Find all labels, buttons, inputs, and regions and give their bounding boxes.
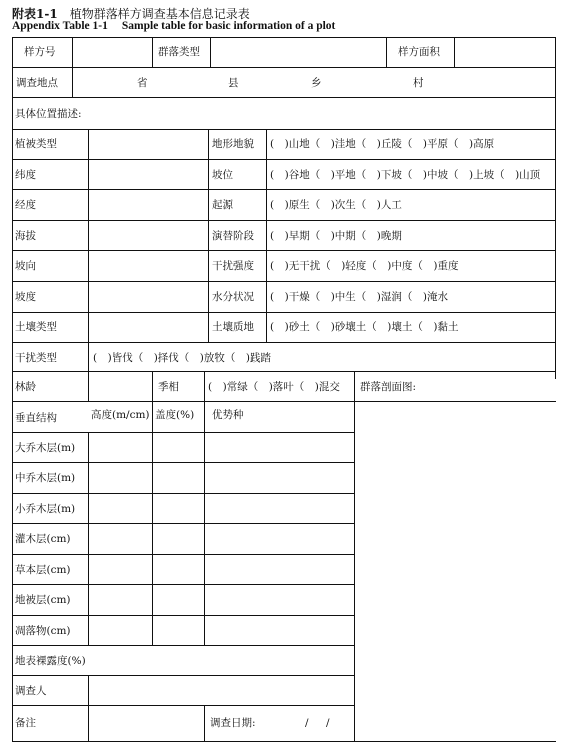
date-separator-2: / <box>326 717 330 729</box>
options-seasonal-aspect: ( )常绿（ )落叶（ )混交 <box>208 381 340 393</box>
label-survey-date: 调查日期: <box>210 717 256 729</box>
row-line <box>12 645 354 646</box>
label-vegetation-type: 植被类型 <box>15 138 57 150</box>
border-bottom <box>12 741 556 742</box>
label-soil-type: 土壤类型 <box>15 321 57 333</box>
border-right-upper <box>555 37 556 379</box>
row-line <box>12 554 354 555</box>
row-line <box>12 371 556 372</box>
row-line <box>12 401 556 402</box>
label-province: 省 <box>137 77 148 89</box>
label-bare-ground: 地表裸露度(%) <box>15 655 86 667</box>
label-investigator: 调查人 <box>15 685 47 697</box>
label-layer-herb: 草本层(cm) <box>15 564 71 576</box>
options-origin: ( )原生（ )次生（ )人工 <box>270 199 402 211</box>
label-village: 村 <box>413 77 424 89</box>
row-line <box>12 97 556 98</box>
row-line <box>12 67 556 68</box>
col-line <box>152 37 153 67</box>
appendix-number-en: Appendix Table 1-1 <box>12 20 108 32</box>
label-stand-age: 林龄 <box>15 381 36 393</box>
row-line <box>12 220 556 221</box>
options-succession-stage: ( )早期（ )中期（ )晚期 <box>270 230 402 242</box>
heading-cn: 植物群落样方调查基本信息记录表 <box>69 7 250 21</box>
col-line <box>152 371 153 645</box>
col-line <box>88 432 89 645</box>
header-dominant-species: 优势种 <box>212 409 244 421</box>
row-line <box>12 250 556 251</box>
label-community-profile: 群落剖面图: <box>360 381 417 393</box>
col-line <box>88 675 89 741</box>
label-landform: 地形地貌 <box>212 138 254 150</box>
label-moisture: 水分状况 <box>212 291 254 303</box>
options-disturbance-intensity: ( )无干扰（ )轻度（ )中度（ )重度 <box>270 260 459 272</box>
label-origin: 起源 <box>212 199 233 211</box>
label-altitude: 海拔 <box>15 230 36 242</box>
table-title-en <box>12 20 335 32</box>
col-line <box>208 129 209 342</box>
label-layer-shrub: 灌木层(cm) <box>15 533 71 545</box>
label-disturbance-intensity: 干扰强度 <box>212 260 254 272</box>
row-line <box>12 523 354 524</box>
label-soil-texture: 土壤质地 <box>212 321 254 333</box>
label-survey-site: 调查地点 <box>16 77 58 89</box>
col-line <box>88 342 89 371</box>
header-cover: 盖度(%) <box>155 409 195 421</box>
options-soil-texture: ( )砂土（ )砂壤土（ )壤土（ )黏土 <box>270 321 459 333</box>
col-line <box>210 37 211 67</box>
border-top <box>12 37 556 38</box>
label-layer-litter: 凋落物(cm) <box>15 625 71 637</box>
label-county: 县 <box>228 77 239 89</box>
row-line <box>12 615 354 616</box>
row-line <box>12 432 354 433</box>
plot-survey-form <box>12 37 556 742</box>
label-layer-medium-tree: 中乔木层(m) <box>15 472 76 484</box>
label-layer-small-tree: 小乔木层(m) <box>15 503 76 515</box>
label-slope: 坡度 <box>15 291 36 303</box>
row-line <box>12 493 354 494</box>
col-line <box>88 129 89 342</box>
label-plot-no: 样方号 <box>24 46 56 58</box>
label-layer-large-tree: 大乔木层(m) <box>15 442 76 454</box>
header-height: 高度(m/cm) <box>91 409 150 421</box>
date-separator-1: / <box>305 717 309 729</box>
row-line <box>12 675 354 676</box>
label-longitude: 经度 <box>15 199 36 211</box>
row-line <box>12 342 556 343</box>
label-aspect: 坡向 <box>15 260 36 272</box>
row-line <box>12 159 556 160</box>
options-moisture: ( )干燥（ )中生（ )湿润（ )淹水 <box>270 291 448 303</box>
col-line <box>266 129 267 342</box>
row-line <box>12 312 556 313</box>
options-disturbance-type: ( )皆伐（ )择伐（ )放牧（ )践踏 <box>93 352 271 364</box>
row-line <box>12 281 556 282</box>
col-line <box>386 37 387 67</box>
row-line <box>12 129 556 130</box>
row-line <box>12 462 354 463</box>
col-line <box>204 705 205 741</box>
label-township: 乡 <box>311 77 322 89</box>
label-succession-stage: 演替阶段 <box>212 230 254 242</box>
options-landform: ( )山地（ )洼地（ )丘陵（ )平原（ )高原 <box>270 138 495 150</box>
label-community-type: 群落类型 <box>158 46 200 58</box>
col-line <box>88 371 89 401</box>
row-line <box>12 584 354 585</box>
label-disturbance-type: 干扰类型 <box>15 352 57 364</box>
label-seasonal-aspect: 季相 <box>158 381 179 393</box>
col-line <box>204 371 205 645</box>
options-slope-position: ( )谷地（ )平地（ )下坡（ )中坡（ )上坡（ )山顶 <box>270 169 541 181</box>
col-line <box>72 67 73 97</box>
row-line <box>12 189 556 190</box>
label-layer-ground: 地被层(cm) <box>15 594 71 606</box>
col-line <box>72 37 73 67</box>
row-line <box>12 705 354 706</box>
label-remarks: 备注 <box>15 717 36 729</box>
appendix-number-cn: 附表1-1 <box>12 7 58 21</box>
label-slope-position: 坡位 <box>212 169 233 181</box>
label-latitude: 纬度 <box>15 169 36 181</box>
col-line <box>454 37 455 67</box>
label-location-description: 具体位置描述: <box>15 108 82 120</box>
label-plot-area: 样方面积 <box>398 46 440 58</box>
label-vertical-structure: 垂直结构 <box>15 412 57 424</box>
border-left <box>12 37 13 742</box>
col-line <box>354 371 355 741</box>
heading-en: Sample table for basic information of a plot <box>121 20 336 32</box>
